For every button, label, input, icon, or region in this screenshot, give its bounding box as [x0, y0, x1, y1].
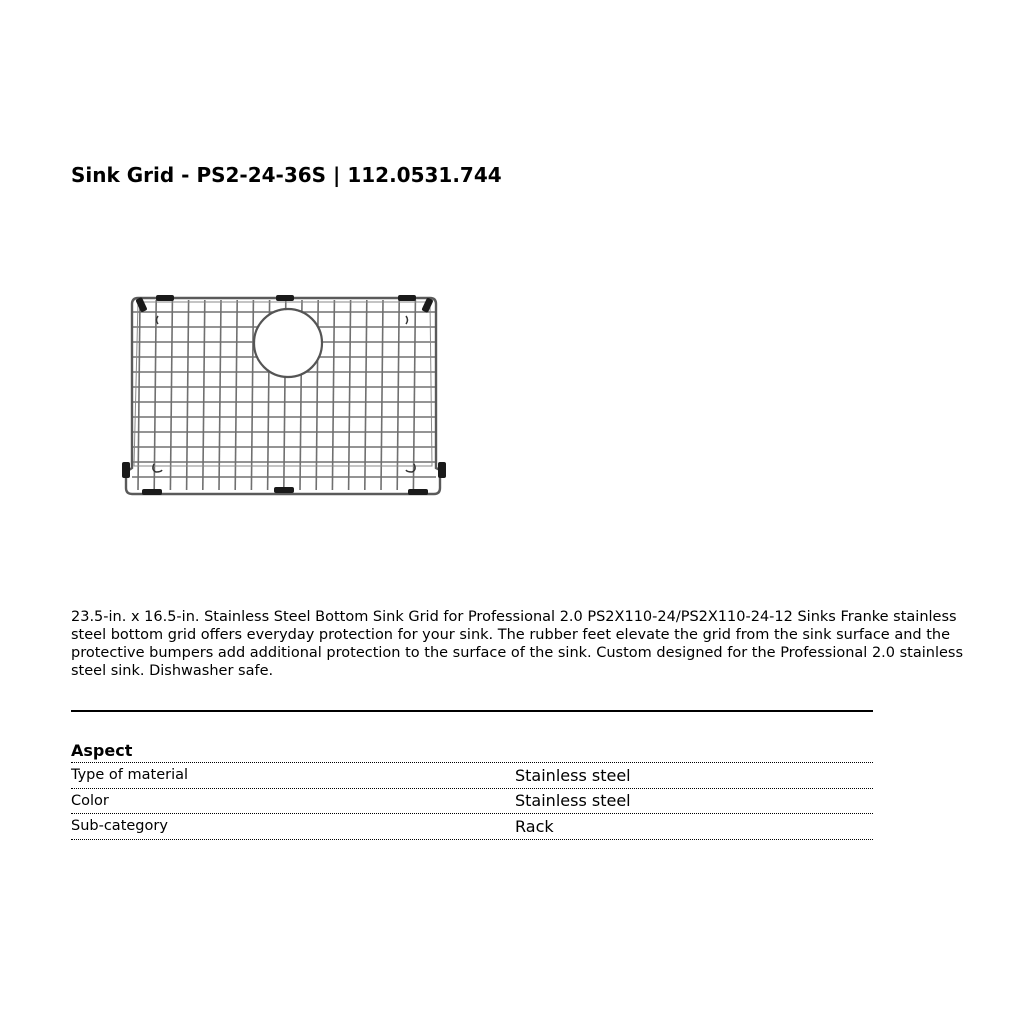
sink-grid-image [118, 290, 450, 500]
spec-value: Stainless steel [515, 791, 631, 811]
spec-row-sub-category [71, 814, 873, 840]
spec-row-material [71, 763, 873, 789]
spec-label: Sub-category [71, 818, 168, 835]
spec-label: Color [71, 792, 109, 809]
spec-row-color [71, 789, 873, 815]
page-title: Sink Grid - PS2-24-36S | 112.0531.744 [71, 163, 502, 187]
spec-value: Stainless steel [515, 765, 631, 785]
product-description: 23.5-in. x 16.5-in. Stainless Steel Bottom Sink Grid for Professional 2.0 PS2X110-24/PS2X110-24-12 Sinks Franke stainless steel bottom grid offers everyday protection for your sink. The rubber feet elevate the grid from the sink surface and the protective bumpers add additional protection to the surface of the sink. Custom designed for the Professional 2.0 stainless steel sink. Dishwasher safe. [71, 609, 964, 679]
spec-label: Type of material [71, 767, 189, 784]
spec-value: Rack [515, 816, 554, 836]
section-divider [71, 710, 873, 712]
spec-table [71, 740, 873, 840]
spec-table-header: Aspect [71, 740, 873, 763]
